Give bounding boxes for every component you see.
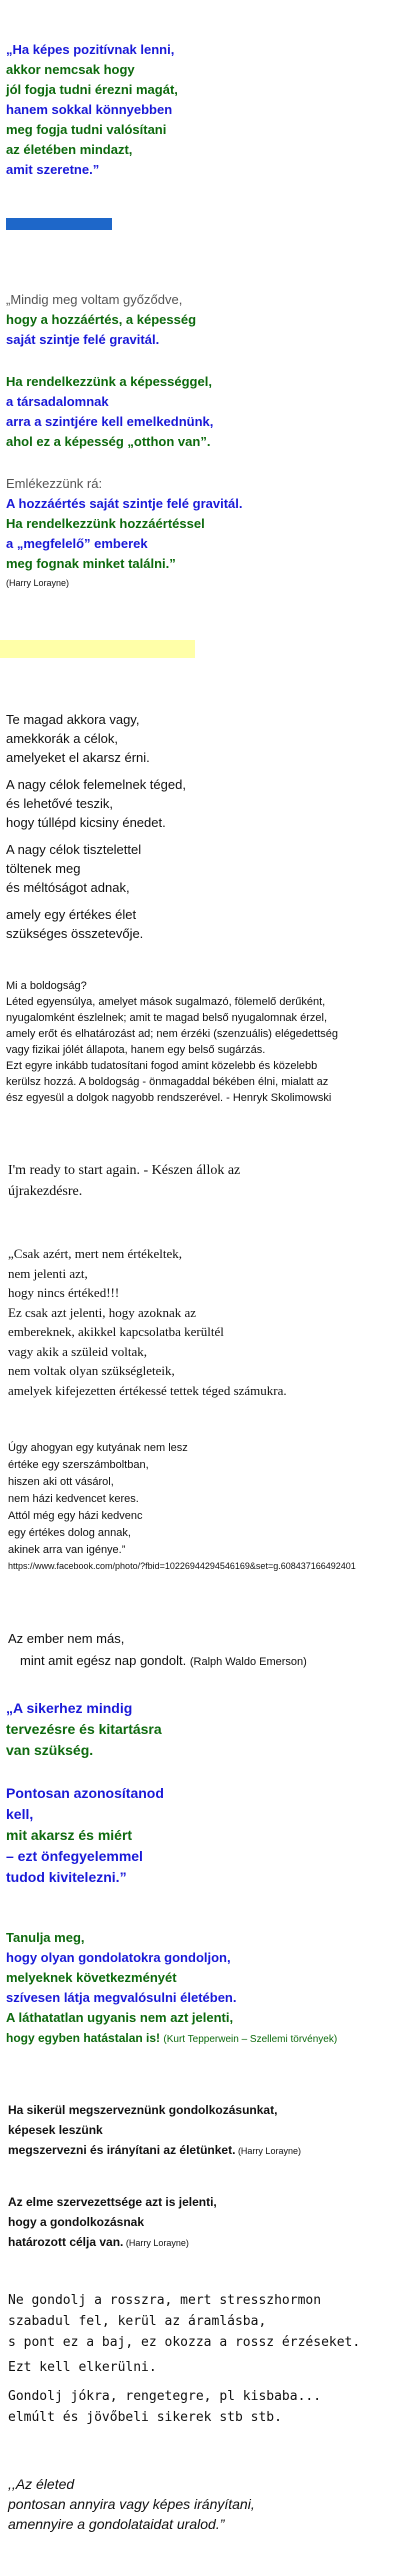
quote-line: és méltóságot adnak, (6, 880, 130, 895)
quote-author: (Harry Lorayne) (123, 2238, 189, 2248)
quote-line: I'm ready to start again. - Készen állok az (8, 1163, 241, 1178)
yellow-highlight-bar (0, 640, 195, 658)
quote-line: Gondolj jókra, rengetegre, pl kisbaba... (8, 2389, 322, 2404)
quote-line: Léted egyensúlya, amelyet mások sugalmazó, fölemelő derűként, (6, 996, 326, 1008)
quote-line: A láthatatlan ugyanis nem azt jelenti, (6, 2010, 234, 2025)
quote-line: Ez csak azt jelenti, hogy azoknak az (8, 1304, 197, 1320)
quote-line: amely egy értékes élet (6, 907, 137, 922)
quote-line: – ezt önfegyelemmel (6, 1848, 143, 1864)
quote-line: „Csak azért, mert nem értékeltek, (8, 1246, 182, 1261)
quote-tepperwein (6, 1928, 337, 2050)
quote-line (8, 2140, 301, 2161)
blue-divider-bar (6, 218, 112, 230)
quote-line: vagy akik a szüleid voltak, (8, 1343, 147, 1359)
quote-line: nem voltak olyan szükségleteik, (8, 1363, 175, 1378)
quote-line: töltenek meg (6, 861, 81, 876)
quote-line: amely erőt és elhatározást ad; nem érzéki (szenzuális) elégedettség (6, 1028, 339, 1040)
emerson-line-2: mint amit egész nap gondolt. (20, 1653, 187, 1668)
quote-organize (8, 2100, 301, 2161)
quote-line: értéke egy szerszámboltban, (8, 1459, 149, 1471)
quote-competence (6, 290, 243, 592)
quote-line: arra a szintjére kell emelkednünk, (6, 414, 214, 429)
quote-line: saját szintje felé gravitál. (6, 332, 160, 347)
quote-good-thoughts (8, 2386, 321, 2428)
quote-line: a „megfelelő” emberek (6, 536, 148, 551)
quote-line: nem házi kedvencet keres. (8, 1493, 139, 1505)
quote-line: egy értékes dolog annak, (8, 1527, 131, 1539)
quote-line: ész egyesül a dolgok nagyobb rendszerével. - Henryk Skolimowski (6, 1092, 332, 1104)
facebook-link[interactable]: https://www.facebook.com/photo/?fbid=10226944294546169&set=g.608437166492401 (8, 1561, 356, 1571)
quote-emerson (8, 1628, 307, 1673)
quote-line (8, 2100, 301, 2120)
quote-stress (8, 2290, 360, 2378)
quote-line: pontosan annyira vagy képes irányítani, (8, 2496, 255, 2512)
quote-mind (8, 2192, 217, 2253)
quote-line-text: Ha sikerül megszerveznünk gondolkozásunkat, (8, 2103, 278, 2117)
quote-line: Tanulja meg, (6, 1930, 85, 1945)
quote-line: s pont ez a baj, ez okozza a rossz érzéseket. (8, 2335, 361, 2350)
quote-line: szívesen látja megvalósulni életében. (6, 1990, 237, 2005)
quote-competence-remember: Emlékezzünk rá: (6, 476, 103, 491)
quote-line: Ezt kell elkerülni. (8, 2360, 157, 2375)
quote-line: hogy nincs értéked!!! (8, 1285, 120, 1300)
quote-line: akkor nemcsak hogy (6, 62, 135, 77)
quote-line: újrakezdésre. (8, 1184, 83, 1199)
quote-success (6, 1698, 164, 1888)
quote-line: Úgy ahogyan egy kutyának nem lesz (8, 1442, 188, 1454)
happiness-title: Mi a boldogság? (6, 980, 87, 992)
emerson-line-1: Az ember nem más, (8, 1631, 125, 1646)
quote-line: akinek arra van igénye.” (8, 1544, 126, 1556)
quote-line: Ne gondolj a rosszra, mert stresszhormon (8, 2293, 322, 2308)
quote-line (8, 2232, 217, 2253)
quote-line: ahol ez a képesség „otthon van”. (6, 434, 211, 449)
quote-line: amekkorák a célok, (6, 731, 118, 746)
quote-value (8, 1244, 287, 1400)
quote-line: tervezésre és kitartásra (6, 1721, 162, 1737)
quote-happiness (6, 978, 338, 1106)
quote-competence-author: (Harry Lorayne) (6, 578, 70, 588)
quote-line: jól fogja tudni érezni magát, (6, 82, 178, 97)
quote-line: hogy túllépd kicsiny énedet. (6, 815, 166, 830)
quote-line: meg fogja tudni valósítani (6, 122, 167, 137)
quote-line: nem jelenti azt, (8, 1265, 88, 1281)
quote-line: hogy olyan gondolatokra gondoljon, (6, 1950, 231, 1965)
quote-line: A hozzáértés saját szintje felé gravitál. (6, 496, 243, 511)
tepperwein-author: (Kurt Tepperwein – Szellemi törvények) (163, 2034, 338, 2045)
quote-line: hanem sokkal könnyebben (6, 102, 173, 117)
quote-author: (Harry Lorayne) (235, 2146, 301, 2156)
quote-line: amennyire a gondolataidat uralod.” (8, 2516, 225, 2532)
quote-line: meg fognak minket találni.” (6, 556, 176, 571)
quote-dog (8, 1440, 356, 1573)
quote-line: amit szeretne.” (6, 162, 100, 177)
quote-line (8, 2192, 217, 2212)
quote-line: melyeknek következményét (6, 1970, 177, 1985)
quote-line-text: megszervezni és irányítani az életünket. (8, 2143, 236, 2157)
quote-stanza (6, 840, 186, 897)
quote-line-text: hogy a gondolkozásnak (8, 2215, 145, 2229)
quote-line: amelyek kifejezetten értékessé tettek téged számukra. (8, 1382, 287, 1398)
quote-line-text: képesek leszünk (8, 2123, 103, 2137)
quote-ready (8, 1160, 240, 1202)
quote-line: amelyeket el akarsz érni. (6, 750, 150, 765)
quote-positive (6, 40, 178, 180)
quote-line: elmúlt és jövőbeli sikerek stb stb. (8, 2410, 282, 2425)
quote-control (8, 2474, 255, 2534)
quote-competence-intro: „Mindig meg voltam győződve, (6, 292, 183, 307)
quote-line: Te magad akkora vagy, (6, 712, 140, 727)
emerson-author: (Ralph Waldo Emerson) (189, 1656, 307, 1668)
quote-line: hogy a hozzáértés, a képesség (6, 312, 197, 327)
quote-line: nyugalomként észlelnek; amit te magad belső nyugalomnak érzel, (6, 1012, 328, 1024)
quote-line: Ezt egyre inkább tudatosítani fogod amint közelebb és közelebb (6, 1060, 318, 1072)
quote-line: kerülsz hozzá. A boldogság - önmagaddal békében élni, mialatt az (6, 1076, 329, 1088)
quote-line: hiszen aki ott vásárol, (8, 1476, 114, 1488)
quote-goals (6, 710, 186, 951)
quote-line: és lehetővé teszik, (6, 796, 113, 811)
quote-line: a társadalomnak (6, 394, 109, 409)
quote-line (8, 2120, 301, 2140)
quote-line: Attól még egy házi kedvenc (8, 1510, 143, 1522)
quote-line: szabadul fel, kerül az áramlásba, (8, 2314, 267, 2329)
quote-line (8, 2212, 217, 2232)
quote-line: szükséges összetevője. (6, 926, 144, 941)
quote-line: „Ha képes pozitívnak lenni, (6, 42, 175, 57)
quote-line: „A sikerhez mindig (6, 1700, 133, 1716)
quote-line: embereknek, akikkel kapcsolatba kerültél (8, 1324, 224, 1339)
quote-stanza (6, 710, 186, 767)
quote-line-text: határozott célja van. (8, 2235, 124, 2249)
quote-line: ,,Az életed (8, 2476, 75, 2492)
quote-line: mit akarsz és miért (6, 1827, 133, 1843)
quote-line: tudod kivitelezni.” (6, 1869, 127, 1885)
quote-line-text: Az elme szervezettsége azt is jelenti, (8, 2195, 217, 2209)
quote-line: A nagy célok tisztelettel (6, 842, 142, 857)
quote-line: az életében mindazt, (6, 142, 133, 157)
tepperwein-last-line: hogy egyben hatástalan is! (6, 2031, 161, 2045)
quote-line: van szükség. (6, 1742, 94, 1758)
quote-stanza (6, 905, 186, 943)
quote-stanza (6, 775, 186, 832)
quote-line: vagy fizikai jólét állapota, hanem egy belső sugárzás. (6, 1044, 266, 1056)
quote-line: kell, (6, 1806, 34, 1822)
quote-line: Ha rendelkezzünk hozzáértéssel (6, 516, 205, 531)
quote-line: A nagy célok felemelnek téged, (6, 777, 186, 792)
quote-line: Ha rendelkezzünk a képességgel, (6, 374, 212, 389)
quote-line: Pontosan azonosítanod (6, 1785, 164, 1801)
